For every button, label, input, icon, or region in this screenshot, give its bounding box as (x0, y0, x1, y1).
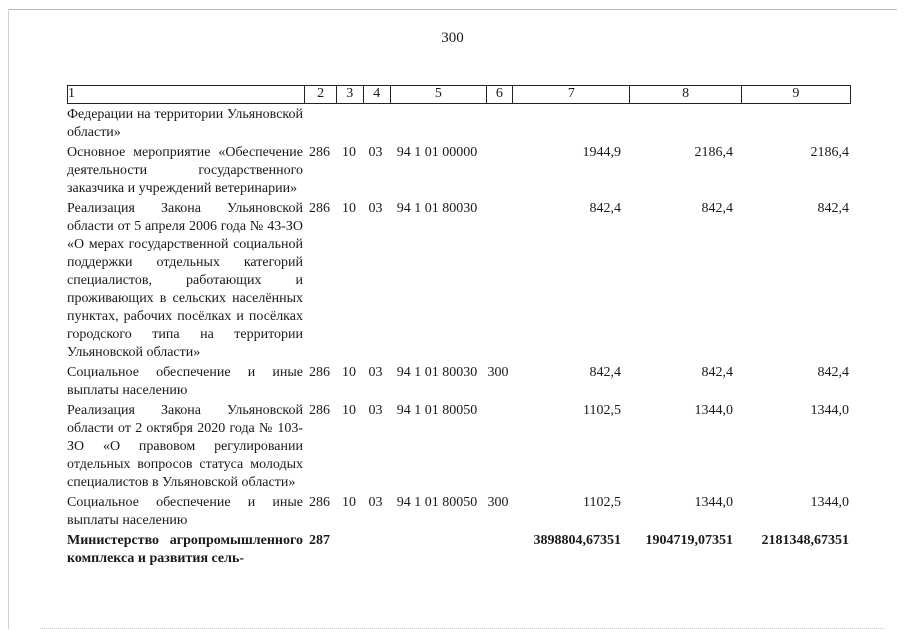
header-cell-6: 6 (487, 86, 514, 103)
header-cell-2: 2 (305, 86, 337, 103)
row-amount-col8 (629, 106, 741, 142)
row-subsection-code: 03 (368, 145, 383, 160)
table-row (67, 532, 851, 568)
row-name: Социальное обеспечение и иные выплаты населению (67, 365, 303, 398)
row-name: Министерство агропромышленного комплекса и развития сель- (67, 533, 303, 566)
row-grbs-code: 286 (309, 201, 330, 216)
row-amount-col9: 1344,0 (810, 403, 849, 418)
row-amount-col8: 1344,0 (694, 495, 733, 510)
row-expense-type (485, 144, 511, 198)
row-grbs-code: 286 (309, 495, 330, 510)
row-grbs-code: 286 (309, 365, 330, 380)
row-subsection-code (362, 532, 389, 568)
header-cell-7: 7 (513, 86, 630, 103)
row-target-code: 94 1 01 00000 (396, 145, 478, 160)
table-row (67, 364, 851, 400)
header-cell-3: 3 (337, 86, 364, 103)
row-target-code (389, 532, 485, 568)
row-expense-type (485, 200, 511, 362)
row-amount-col8: 1904719,07351 (645, 533, 733, 548)
row-subsection-code: 03 (368, 201, 383, 216)
table-header (67, 85, 851, 104)
table-row (67, 144, 851, 198)
row-amount-col9 (741, 106, 851, 142)
left-rule (8, 9, 9, 629)
row-grbs-code: 286 (309, 145, 330, 160)
row-name: Федерации на территории Ульяновской области» (67, 107, 303, 140)
row-section-code (336, 532, 362, 568)
row-amount-col9: 842,4 (817, 365, 849, 380)
row-amount-col7 (511, 106, 629, 142)
row-amount-col8: 842,4 (701, 365, 733, 380)
row-amount-col7: 3898804,67351 (533, 533, 621, 548)
row-amount-col7: 1102,5 (583, 495, 621, 510)
row-grbs-code (305, 106, 336, 142)
row-subsection-code: 03 (368, 365, 383, 380)
row-expense-type (485, 532, 511, 568)
row-amount-col9: 2186,4 (810, 145, 849, 160)
row-amount-col8: 2186,4 (694, 145, 733, 160)
row-expense-type (485, 106, 511, 142)
table-row (67, 106, 851, 142)
row-target-code: 94 1 01 80030 (396, 365, 478, 380)
row-subsection-code: 03 (368, 495, 383, 510)
row-section-code (336, 106, 362, 142)
row-target-code: 94 1 01 80050 (396, 495, 478, 510)
row-target-code: 94 1 01 80050 (396, 403, 478, 418)
row-amount-col7: 842,4 (589, 365, 621, 380)
header-cell-4: 4 (364, 86, 392, 103)
bottom-rule (40, 628, 885, 629)
row-name: Реализация Закона Ульяновской области от 5 апреля 2006 года № 43-ЗО «О мерах государственной социальной поддержки отдельных категорий специалистов, работающих и проживающих в сельских населённых пунктах, рабочих посёлках и посёлках городского типа на территории Ульяновской области» (67, 201, 303, 360)
row-expense-type (485, 402, 511, 492)
row-target-code (389, 106, 485, 142)
row-amount-col8: 1344,0 (694, 403, 733, 418)
row-name: Социальное обеспечение и иные выплаты населению (67, 495, 303, 528)
row-expense-type: 300 (487, 495, 509, 510)
row-target-code: 94 1 01 80030 (396, 201, 478, 216)
row-amount-col7: 1102,5 (583, 403, 621, 418)
row-subsection-code: 03 (368, 403, 383, 418)
row-expense-type: 300 (487, 365, 509, 380)
header-cell-1: 1 (68, 86, 305, 103)
budget-table (67, 85, 851, 568)
row-amount-col9: 2181348,67351 (761, 533, 849, 548)
row-subsection-code (362, 106, 389, 142)
page-number: 300 (441, 30, 464, 46)
header-cell-8: 8 (630, 86, 741, 103)
header-cell-9: 9 (792, 86, 800, 101)
table-row (67, 402, 851, 492)
header-cell-5: 5 (391, 86, 487, 103)
table-body (67, 106, 851, 568)
row-section-code: 10 (342, 201, 356, 216)
table-row (67, 200, 851, 362)
row-section-code: 10 (342, 495, 356, 510)
row-amount-col7: 1944,9 (582, 145, 621, 160)
row-name: Реализация Закона Ульяновской области от 2 октября 2020 года № 103-ЗО «О правовом регулировании отдельных вопросов статуса молодых специалистов в Ульяновской области» (67, 403, 303, 490)
row-amount-col7: 842,4 (589, 201, 621, 216)
row-section-code: 10 (342, 145, 356, 160)
table-row (67, 494, 851, 530)
row-section-code: 10 (342, 403, 356, 418)
row-amount-col9: 842,4 (817, 201, 849, 216)
row-amount-col8: 842,4 (701, 201, 733, 216)
row-grbs-code: 287 (309, 533, 330, 548)
top-rule (8, 9, 897, 10)
row-grbs-code: 286 (309, 403, 330, 418)
row-amount-col9: 1344,0 (810, 495, 849, 510)
row-section-code: 10 (342, 365, 356, 380)
row-name: Основное мероприятие «Обеспечение деятельности государственного заказчика и учреждений ветеринарии» (67, 145, 303, 196)
